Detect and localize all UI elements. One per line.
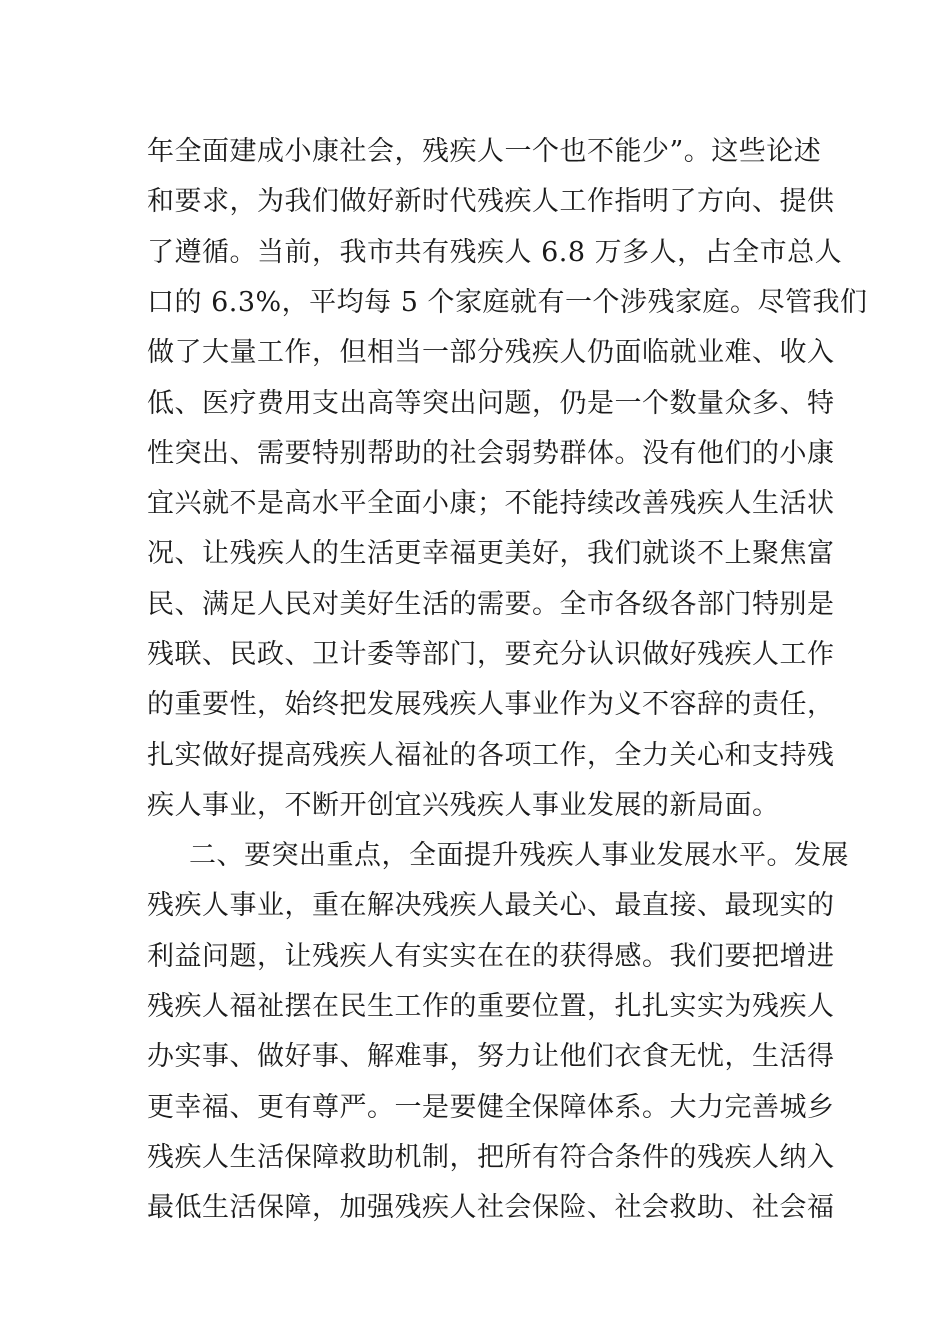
text-line: 性突出、需要特别帮助的社会弱势群体。没有他们的小康	[147, 438, 835, 469]
text-line: 利益问题，让残疾人有实实在在的获得感。我们要把增进	[147, 941, 835, 972]
text-line: 办实事、做好事、解难事，努力让他们衣食无忧，生活得	[147, 1041, 835, 1072]
text-line: 了遵循。当前，我市共有残疾人 6.8 万多人，占全市总人	[147, 237, 843, 268]
text-line: 做了大量工作，但相当一部分残疾人仍面临就业难、收入	[147, 337, 835, 368]
paragraph-start-line: 二、要突出重点，全面提升残疾人事业发展水平。发展	[189, 840, 849, 871]
text-line: 的重要性，始终把发展残疾人事业作为义不容辞的责任，	[147, 689, 835, 720]
text-line: 残疾人事业，重在解决残疾人最关心、最直接、最现实的	[147, 890, 835, 921]
text-line: 低、医疗费用支出高等突出问题，仍是一个数量众多、特	[147, 388, 835, 419]
text-line: 和要求，为我们做好新时代残疾人工作指明了方向、提供	[147, 186, 835, 217]
text-line: 残联、民政、卫计委等部门，要充分认识做好残疾人工作	[147, 639, 835, 670]
text-line: 更幸福、更有尊严。一是要健全保障体系。大力完善城乡	[147, 1092, 835, 1123]
text-line: 年全面建成小康社会，残疾人一个也不能少”。这些论述	[147, 136, 822, 167]
text-line: 残疾人生活保障救助机制，把所有符合条件的残疾人纳入	[147, 1142, 835, 1173]
text-line: 口的 6.3%，平均每 5 个家庭就有一个涉残家庭。尽管我们	[147, 287, 868, 318]
text-line: 民、满足人民对美好生活的需要。全市各级各部门特别是	[147, 589, 835, 620]
text-line: 扎实做好提高残疾人福祉的各项工作，全力关心和支持残	[147, 740, 835, 771]
text-line: 宜兴就不是高水平全面小康；不能持续改善残疾人生活状	[147, 488, 835, 519]
text-line: 最低生活保障，加强残疾人社会保险、社会救助、社会福	[147, 1192, 835, 1223]
text-line: 残疾人福祉摆在民生工作的重要位置，扎扎实实为残疾人	[147, 991, 835, 1022]
text-line: 况、让残疾人的生活更幸福更美好，我们就谈不上聚焦富	[147, 538, 835, 569]
text-line: 疾人事业，不断开创宜兴残疾人事业发展的新局面。	[147, 790, 780, 821]
